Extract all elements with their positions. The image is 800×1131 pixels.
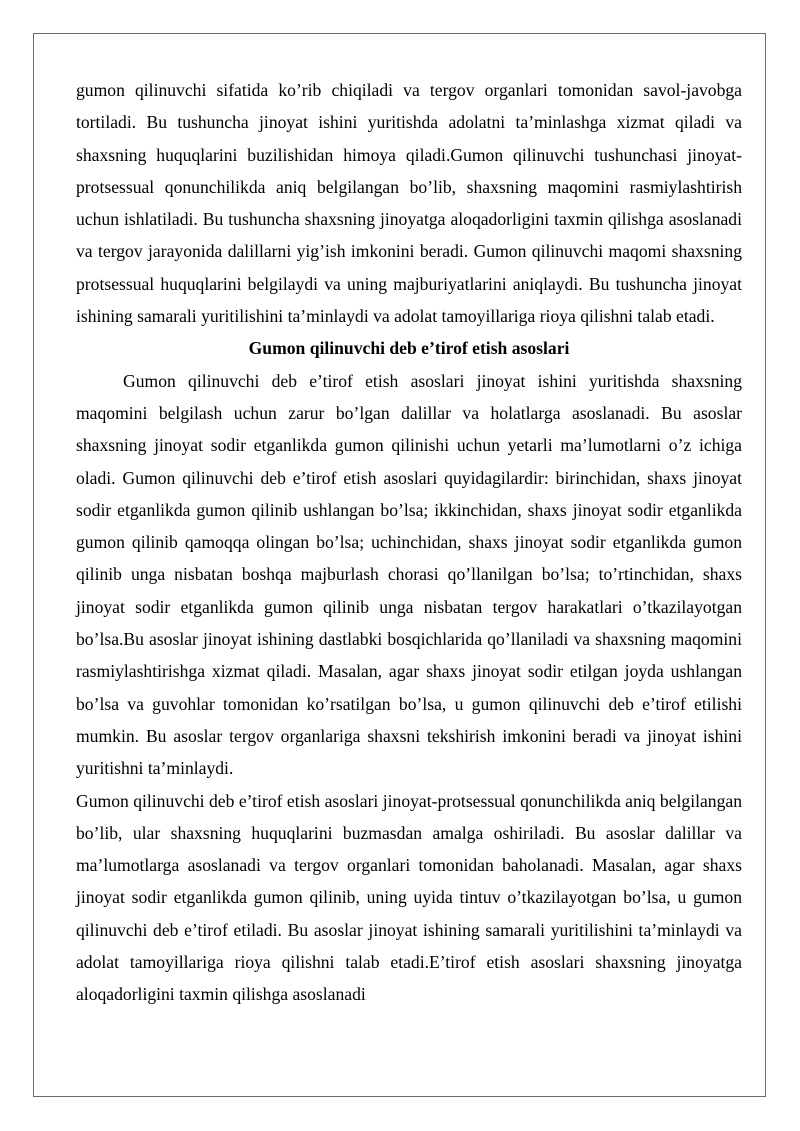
- section-heading: Gumon qilinuvchi deb e’tirof etish asoslari: [248, 338, 570, 359]
- intro-paragraph: gumon qilinuvchi sifatida ko’rib chiqiladi va tergov organlari tomonidan savol-javobga tortiladi. Bu tushuncha jinoyat ishini yuritishda adolatni ta’minlashga xizmat qiladi va shaxsning huquqlarini buzilishidan himoya qiladi.Gumon qilinuvchi tushunchasi jinoyat-protsessual qonunchilikda aniq belgilangan bo’lib, shaxsning maqomini rasmiylashtirish uchun ishlatiladi. Bu tushuncha shaxsning jinoyatga aloqadorligini taxmin qilishga asoslanadi va tergov jarayonida dalillarni yig’ish imkonini beradi. Gumon qilinuvchi maqomi shaxsning protsessual huquqlarini belgilaydi va uning majburiyatlarini aniqlaydi. Bu tushuncha jinoyat ishining samarali yuritilishini ta’minlaydi va adolat tamoyillariga rioya qilishni talab etadi.: [76, 80, 742, 327]
- body-paragraph-1: Gumon qilinuvchi deb e’tirof etish asoslari jinoyat ishini yuritishda shaxsning maqomini belgilash uchun zarur bo’lgan dalillar va holatlarga asoslanadi. Bu asoslar shaxsning jinoyat sodir etganlikda gumon qilinishi uchun yetarli ma’lumotlarni o’z ichiga oladi. Gumon qilinuvchi deb e’tirof etish asoslari quyidagilardir: birinchidan, shaxs jinoyat sodir etganlikda gumon qilinib ushlangan bo’lsa; ikkinchidan, shaxs jinoyat sodir etganlikda gumon qilinib qamoqqa olingan bo’lsa; uchinchidan, shaxs jinoyat sodir etganlikda gumon qilinib unga nisbatan boshqa majburlash chorasi qo’llanilgan bo’lsa; to’rtinchidan, shaxs jinoyat sodir etganlikda gumon qilinib unga nisbatan tergov harakatlari o’tkazilayotgan bo’lsa.Bu asoslar jinoyat ishining dastlabki bosqichlarida qo’llaniladi va shaxsning maqomini rasmiylashtirishga xizmat qiladi. Masalan, agar shaxs jinoyat sodir etilgan joyda ushlangan bo’lsa va guvohlar tomonidan ko’rsatilgan bo’lsa, u gumon qilinuvchi deb e’tirof etilishi mumkin. Bu asoslar tergov organlariga shaxsni tekshirish imkonini beradi va jinoyat ishini yuritishni ta’minlaydi.: [76, 370, 742, 779]
- document-body: [76, 74, 742, 1011]
- body-paragraph-2: Gumon qilinuvchi deb e’tirof etish asoslari jinoyat-protsessual qonunchilikda aniq belgilangan bo’lib, ular shaxsning huquqlarini buzmasdan amalga oshiriladi. Bu asoslar dalillar va ma’lumotlarga asoslanadi va tergov organlari tomonidan baholanadi. Masalan, agar shaxs jinoyat sodir etganlikda gumon qilinib, uning uyida tintuv o’tkazilayotgan bo’lsa, u gumon qilinuvchi deb e’tirof etiladi. Bu asoslar jinoyat ishining samarali yuritilishini ta’minlaydi va adolat tamoyillariga rioya qilishni talab etadi.E’tirof etish asoslari shaxsning jinoyatga aloqadorligini taxmin qilishga asoslanadi: [76, 790, 742, 1005]
